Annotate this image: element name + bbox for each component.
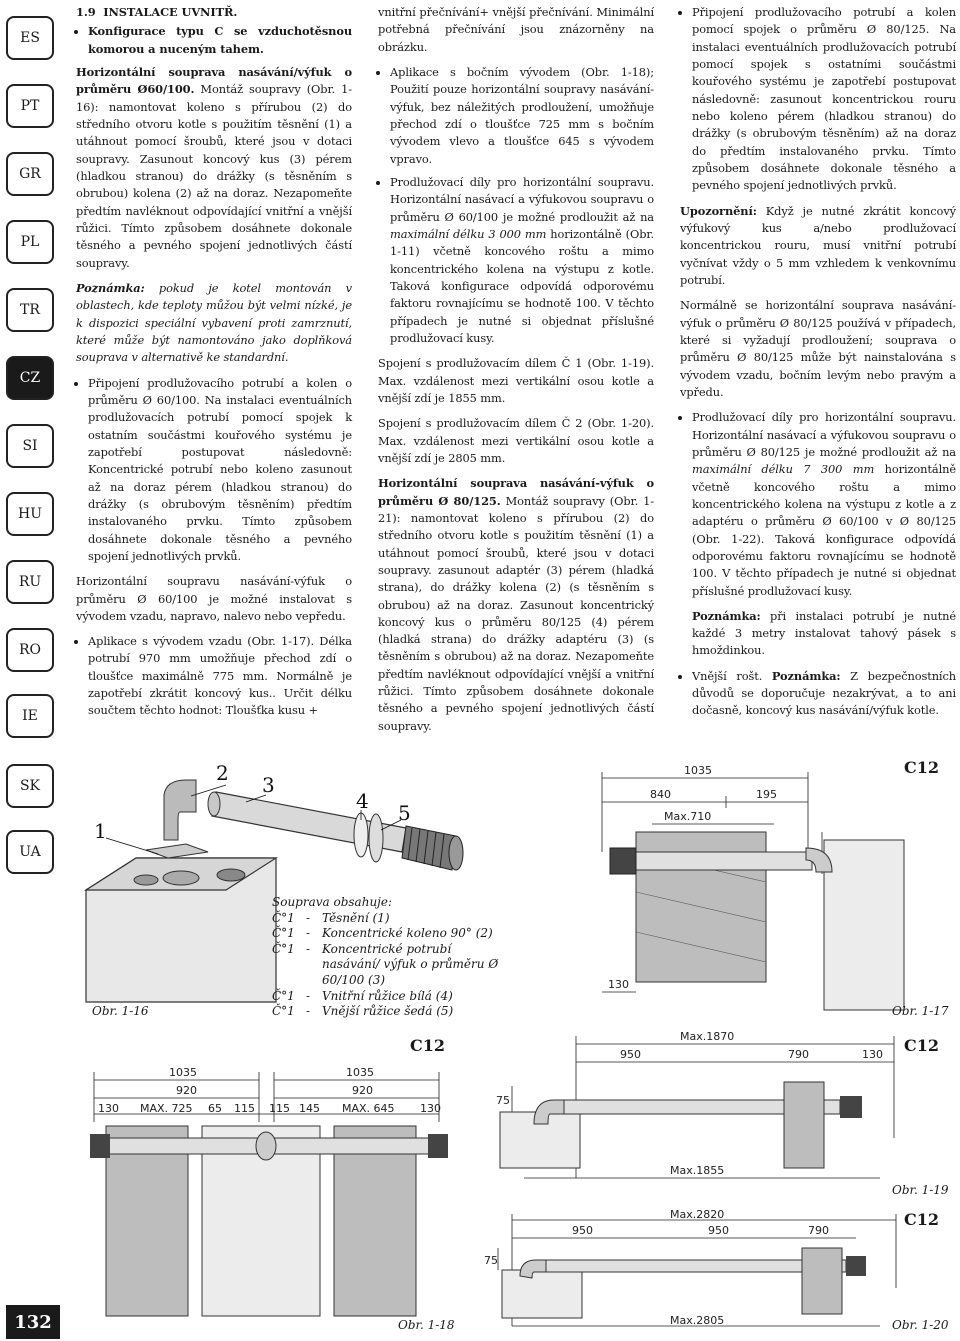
dim-max2820: Max.2820	[670, 1208, 725, 1221]
lang-tab-ua[interactable]: UA	[6, 830, 54, 874]
kit-item: Č°1 - Vnější růžice šedá (5)	[272, 1004, 454, 1019]
figure-1-16-label: Obr. 1-16	[92, 1004, 149, 1018]
callout-2: 2	[216, 761, 229, 785]
fig19-code: C12	[904, 1036, 939, 1055]
dim-max710: Max.710	[664, 810, 712, 823]
lang-tab-cz[interactable]: CZ	[6, 356, 54, 400]
dim-max1855: Max.1855	[670, 1164, 725, 1177]
kit-item: Č°1 - Koncentrické potrubí nasávání/ výfuk o průměru Ø 60/100 (3)	[272, 941, 499, 987]
figure-1-20-label: Obr. 1-20	[892, 1318, 949, 1332]
figure-1-17-label: Obr. 1-17	[892, 1004, 949, 1018]
note-text: pokud je kotel montován v oblastech, kde teploty můžou být velmi nízké, je k dispozici speciální vybavení proti zamrznutí, které může být namontováno jako doplňková souprava v alternativě ke standardní.	[76, 280, 352, 365]
kit-contents	[272, 895, 512, 1020]
overhang-text: vnitřní přečnívání+ vnější přečnívání. Minimální potřebná přečnívání jsou znázorněny na obrázku.	[378, 5, 654, 54]
outer-grille-bullet: • Vnější rošt. Poznámka: Z bezpečnostních důvodů se doporučuje nezakrývat, a to ani dočasně, koncový kus nasávání/výfuk kotle.	[692, 668, 956, 720]
warning-label: Upozornění:	[680, 203, 757, 218]
kit-60-100-text: Montáž soupravy (Obr. 1-16): namontovat koleno s přírubou (2) do středního otvoru kotle s použitím těsnění (1) a utáhnout pomocí šroubů, které jsou v dotaci soupravy. Zasunout koncový kus (3) pérem (hladkou stranou) do drážky (s těsněním s obrubou) kolena (2) až na doraz. Nezapomeňte předtím navléknout odpovídající vnitřní a vnější růžici. Tímto způsobem dosáhnete dokonale těsného a pevného spojení jednotlivých částí soupravy.	[76, 82, 352, 270]
text-column-1	[76, 4, 352, 728]
note-text-2: při instalaci potrubí je nutné každé 3 metry instalovat tahový pásek s hmoždinkou.	[692, 608, 956, 658]
lang-tab-ie[interactable]: IE	[6, 694, 54, 738]
dim-r-max645: MAX. 645	[342, 1102, 395, 1115]
figure-1-17	[596, 752, 958, 1022]
lang-tab-si[interactable]: SI	[6, 424, 54, 468]
page-number: 132	[6, 1305, 60, 1339]
dim-950-b: 950	[708, 1224, 729, 1237]
lang-tab-gr[interactable]: GR	[6, 152, 54, 196]
dim-r-1035: 1035	[346, 1066, 374, 1079]
lang-tab-ru[interactable]: RU	[6, 560, 54, 604]
callout-1: 1	[94, 819, 107, 843]
kit-80-125-heading: Horizontální souprava nasávání-výfuk o průměru Ø 80/125.	[378, 476, 654, 508]
dim-790: 790	[788, 1048, 809, 1061]
figure-1-18-label: Obr. 1-18	[398, 1318, 455, 1332]
dim-l-65: 65	[208, 1102, 222, 1115]
lang-tab-tr[interactable]: TR	[6, 288, 54, 332]
extension-1-text: Spojení s prodlužovacím dílem Č 1 (Obr. 1-19). Max. vzdálenost mezi vertikální osou kotle a vnější zdí je 1855 mm.	[378, 356, 654, 405]
dim-r-115: 115	[269, 1102, 290, 1115]
lang-tab-es[interactable]: ES	[6, 16, 54, 60]
section-heading: INSTALACE UVNITŘ.	[103, 5, 238, 19]
dim-r-920: 920	[352, 1084, 373, 1097]
kit-80-125-usage: Normálně se horizontální souprava nasávání-výfuk o průměru Ø 80/125 používá v případech, které si vyžadují prodloužení; souprava o průměru Ø 80/125 může být nainstalována s vývodem vzadu, bočním levým nebo pravým a vpředu.	[680, 298, 956, 399]
dim-790: 790	[808, 1224, 829, 1237]
text-column-2	[378, 4, 654, 743]
dim-r-130: 130	[420, 1102, 441, 1115]
rear-outlet-bullet: • Aplikace s vývodem vzadu (Obr. 1-17). Délka potrubí 970 mm umožňuje přechod zdí o tloušťce maximálně 775 mm. Normálně je zapotřebí zkrátit koncový kus.. Určit délku součtem těchto hodnot: Tloušťka kusu +	[88, 633, 352, 720]
note-label-2: Poznámka:	[692, 608, 761, 623]
dim-950-a: 950	[572, 1224, 593, 1237]
dim-l-130: 130	[98, 1102, 119, 1115]
kit-80-125-text: Montáž soupravy (Obr. 1-21): namontovat koleno s přírubou (2) do středního otvoru kotle s použitím těsnění (1) a utáhnout pomocí šroubů, které jsou v dotaci soupravy. zasunout adaptér (3) pérem (hladká strana), do drážky kolena (2) (s těsněním s obrubou) až na doraz. Zasunout koncentrický koncový kus o průměru 80/125 (4) pérem (hladká strana) do drážky adaptéru (3) (s těsněním s obrubou) až na doraz. Nezapomeňte předtím navléknout odpovídající vnější a vnitřní růžici. Tímto způsobem dosáhnete dokonale těsného a pevného spojení jednotlivých částí soupravy.	[378, 493, 654, 733]
kit-60-100-heading: Horizontální souprava nasávání/výfuk o průměru Ø60/100.	[76, 64, 352, 97]
dim-max2805: Max.2805	[670, 1314, 725, 1327]
figure-1-19	[484, 1028, 908, 1188]
dim-l-920: 920	[176, 1084, 197, 1097]
section-number: 1.9	[76, 5, 96, 19]
config-type: Konfigurace typu C se vzduchotěsnou komorou a nuceným tahem.	[88, 24, 352, 56]
lang-tab-sk[interactable]: SK	[6, 764, 54, 808]
lang-tab-pt[interactable]: PT	[6, 84, 54, 128]
dim-75: 75	[484, 1254, 498, 1267]
kit-item: Č°1 - Koncentrické koleno 90° (2)	[272, 926, 493, 941]
kit-item: Č°1 - Vnitřní růžice bílá (4)	[272, 988, 453, 1003]
warning-text: Když je nutné zkrátit koncový výfukový kus a/nebo prodlužovací koncentrickou rouru, musí vnitřní potrubí vyčnívat vždy o 5 mm vzhledem k venkovnímu potrubí.	[680, 203, 956, 287]
extension-7300-bullet: • Prodlužovací díly pro horizontální soupravu. Horizontální nasávací a výfukovou soupravu o průměru Ø 80/125 je možné prodloužit až na maximální délku 7 300 mm horizontálně včetně koncového roštu a mimo koncentrického kolena na výstupu z kotle a z adaptéru o průměru Ø 60/100 v Ø 80/125 (Obr. 1-22). Taková konfigurace odpovídá odporovému faktoru rovnajícímu se hodnotě 100. V těchto případech je nutné si objednat příslušné prodlužovací kusy.	[692, 409, 956, 600]
text-column-3	[680, 4, 956, 728]
lang-tab-pl[interactable]: PL	[6, 220, 54, 264]
dim-l-1035: 1035	[169, 1066, 197, 1079]
dim-l-max725: MAX. 725	[140, 1102, 193, 1115]
extension-60-100-bullet: • Připojení prodlužovacího potrubí a kolen o průměru Ø 60/100. Na instalaci eventuálních prodlužovacích potrubí pomocí spojek k ostatním součástmi kouřového systému je zapotřebí postupovat následovně: Koncentrické potrubí nebo koleno zasunout až na doraz pérem (hladkou stranou) do drážky (s obrubovým těsněním) předtím instalovaného prvku. Tímto způsobem dosáhnete dokonale těsného a pevného spojení jednotlivých prvků.	[88, 375, 352, 566]
outlet-options-text: Horizontální soupravu nasávání-výfuk o průměru Ø 60/100 je možné instalovat s vývodem vzadu, napravo, nalevo nebo vepředu.	[76, 574, 352, 623]
dim-l-115: 115	[234, 1102, 255, 1115]
dim-1035: 1035	[684, 764, 712, 777]
callout-3: 3	[262, 773, 275, 797]
fig18-code: C12	[410, 1036, 445, 1055]
lang-tab-hu[interactable]: HU	[6, 492, 54, 536]
extension-horizontal-bullet: • Prodlužovací díly pro horizontální soupravu. Horizontální nasávací a výfukovou soupravu o průměru Ø 60/100 je možné prodloužit až na maximální délku 3 000 mm horizontálně (Obr. 1-11) včetně koncového roštu a mimo koncentrického kolena na výstupu z kotle. Taková konfigurace odpovídá odporovému faktoru rovnajícímu se hodnotě 100. V těchto případech je nutné si objednat příslušné prodlužovací kusy.	[390, 174, 654, 347]
side-outlet-bullet: • Aplikace s bočním vývodem (Obr. 1-18); Použití pouze horizontální soupravy nasávání-výfuk, bez náležitých prodloužení, umožňuje přechod zdí o tloušťce 725 mm s bočním vývodem vlevo a tloušťce 645 s vývodem vpravo.	[390, 64, 654, 168]
figure-1-20	[484, 1208, 908, 1336]
dim-max1870: Max.1870	[680, 1030, 735, 1043]
fig17-code: C12	[904, 758, 939, 777]
dim-950: 950	[620, 1048, 641, 1061]
extension-80-125-bullet: • Připojení prodlužovacího potrubí a kolen pomocí spojek o průměru Ø 80/125. Na instalaci eventuálních prodlužovacích potrubí pomocí spojek s ostatními součástmi kouřového systému je zapotřebí postupovat následovně: zasunout koncentrickou rouru nebo koleno pérem (hladkou stranou) do drážky (s obrubovým těsněním) až na doraz do předtím instalovaného prvku. Tímto způsobem dosáhnete dokonale těsného a pevného spojení jednotlivých prvků.	[692, 4, 956, 195]
callout-5: 5	[398, 801, 411, 825]
dim-840: 840	[650, 788, 671, 801]
dim-195: 195	[756, 788, 777, 801]
fig20-code: C12	[904, 1210, 939, 1229]
callout-4: 4	[356, 789, 369, 813]
dim-r-145: 145	[299, 1102, 320, 1115]
figure-1-18	[84, 1062, 454, 1322]
kit-contents-title: Souprava obsahuje:	[272, 895, 393, 909]
kit-item: Č°1 - Těsnění (1)	[272, 910, 390, 925]
figure-1-19-label: Obr. 1-19	[892, 1183, 949, 1197]
note-label: Poznámka:	[76, 280, 145, 295]
dim-130: 130	[608, 978, 629, 991]
extension-2-text: Spojení s prodlužovacím dílem Č 2 (Obr. 1-20). Max. vzdálenost mezi vertikální osou kotle a vnější zdí je 2805 mm.	[378, 416, 654, 465]
lang-tab-ro[interactable]: RO	[6, 628, 54, 672]
dim-130: 130	[862, 1048, 883, 1061]
dim-75: 75	[496, 1094, 510, 1107]
